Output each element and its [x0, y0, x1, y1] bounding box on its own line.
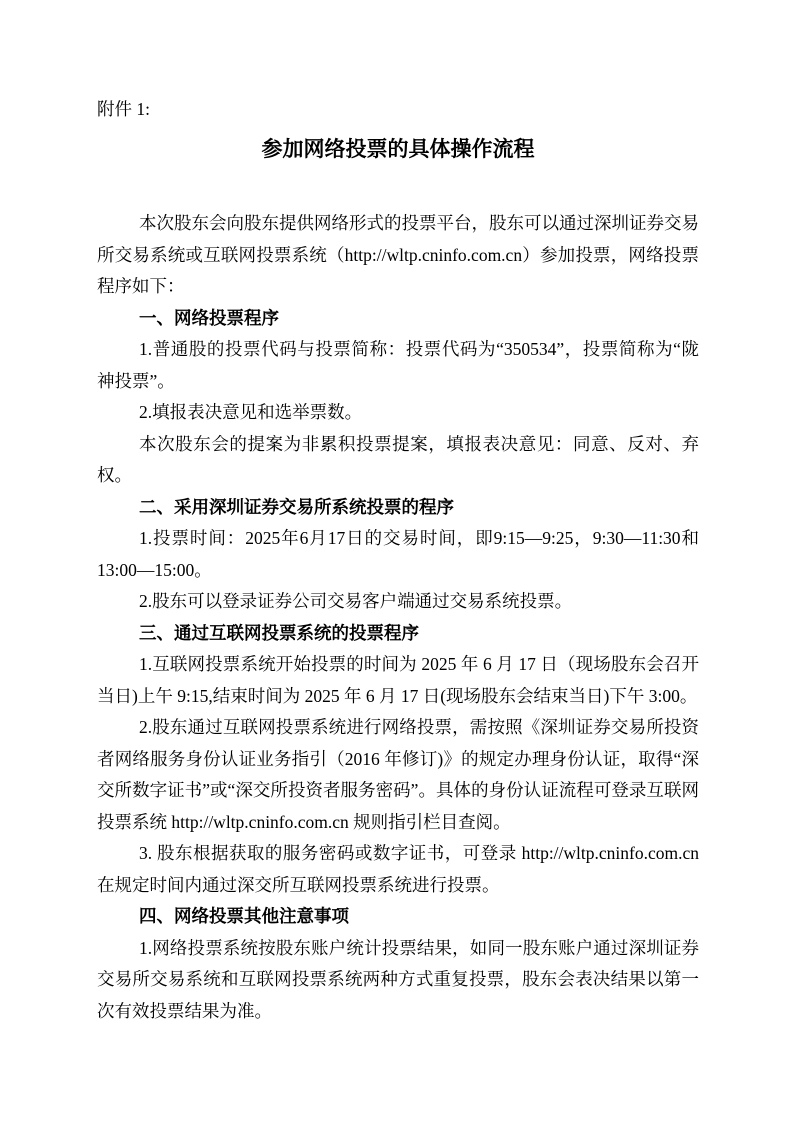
body-paragraph: 2.股东可以登录证券公司交易客户端通过交易系统投票。	[139, 591, 573, 611]
attachment-label: 附件 1:	[97, 99, 150, 119]
body-paragraph: 1.投票时间：2025年6月17日的交易时间，即9:15—9:25，9:30—11:30和13:00—15:00。	[97, 528, 699, 580]
document-title: 参加网络投票的具体操作流程	[261, 137, 535, 161]
body-paragraph: 2.填报表决意见和选举票数。	[139, 402, 363, 422]
body-paragraph: 本次股东会向股东提供网络形式的投票平台，股东可以通过深圳证券交易所交易系统或互联网投票系统（http://wltp.cninfo.com.cn）参加投票，网络投票程序如下：	[97, 213, 699, 296]
body-paragraph: 1.网络投票系统按股东账户统计投票结果，如同一股东账户通过深圳证券交易所交易系统和互联网投票系统两种方式重复投票，股东会表决结果以第一次有效投票结果为准。	[97, 937, 699, 1021]
section-heading: 四、网络投票其他注意事项	[139, 906, 349, 926]
body-paragraph: 3. 股东根据获取的服务密码或数字证书，可登录 http://wltp.cninfo.com.cn 在规定时间内通过深交所互联网投票系统进行投票。	[97, 843, 699, 895]
body-paragraph: 2.股东通过互联网投票系统进行网络投票，需按照《深圳证券交易所投资者网络服务身份认证业务指引（2016 年修订)》的规定办理身份认证，取得“深交所数字证书”或“深交所投资者服务密码”。具体的身份认证流程可登录互联网投票系统 http://wltp.cninfo.com.cn 规则指引栏目查阅。	[97, 717, 699, 832]
section-heading: 三、通过互联网投票系统的投票程序	[139, 622, 419, 643]
document-body	[97, 208, 699, 1027]
section-heading: 一、网络投票程序	[139, 307, 279, 328]
body-paragraph: 1.互联网投票系统开始投票的时间为 2025 年 6 月 17 日（现场股东会召开当日)上午 9:15,结束时间为 2025 年 6 月 17 日(现场股东会结束当日)下午 3:00。	[97, 654, 699, 706]
body-paragraph: 1.普通股的投票代码与投票简称：投票代码为“350534”，投票简称为“陇神投票”。	[97, 339, 699, 391]
body-paragraph: 本次股东会的提案为非累积投票提案，填报表决意见：同意、反对、弃权。	[97, 433, 699, 485]
section-heading: 二、采用深圳证券交易所系统投票的程序	[139, 496, 454, 517]
